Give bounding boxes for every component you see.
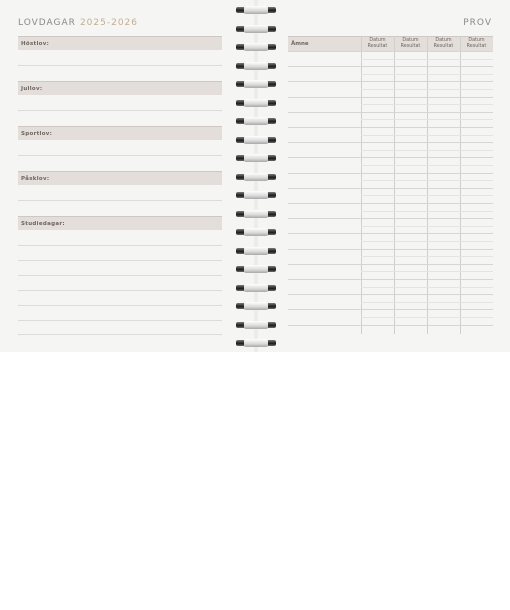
spiral-coil — [236, 227, 276, 237]
table-subrow-line — [361, 256, 493, 257]
table-subrow-line — [361, 89, 493, 90]
table-row-line — [288, 249, 493, 250]
table-row-line — [288, 294, 493, 295]
table-subrow-line — [361, 226, 493, 227]
left-title-text: LOVDAGAR — [18, 18, 76, 28]
subject-column-header: Ämne — [291, 41, 309, 47]
spiral-coil — [236, 5, 276, 15]
table-row-line — [288, 173, 493, 174]
writing-line — [18, 334, 222, 335]
result-label: Resultat — [367, 44, 388, 49]
table-row-line — [288, 97, 493, 98]
table-subrow-line — [361, 211, 493, 212]
spiral-coil — [236, 79, 276, 89]
table-row-line — [288, 233, 493, 234]
writing-line — [18, 200, 222, 201]
left-page — [0, 0, 236, 352]
spiral-coil — [236, 264, 276, 274]
table-subrow-line — [361, 135, 493, 136]
writing-line — [18, 155, 222, 156]
spiral-binding — [236, 0, 276, 352]
left-page-title — [18, 18, 138, 28]
spiral-coil — [236, 172, 276, 182]
spiral-coil — [236, 135, 276, 145]
table-row-line — [288, 279, 493, 280]
spiral-coil — [236, 24, 276, 34]
table-row-line — [288, 157, 493, 158]
section-sportlov-header: Sportlov: — [18, 126, 222, 140]
table-subrow-line — [361, 195, 493, 196]
table-subrow-line — [361, 180, 493, 181]
table-subrow-line — [361, 74, 493, 75]
result-label: Resultat — [400, 44, 421, 49]
date-result-header-3 — [427, 38, 460, 50]
date-label: Datum — [402, 38, 419, 43]
table-subrow-line — [361, 302, 493, 303]
section-pasklov-header: Påsklov: — [18, 171, 222, 185]
date-label: Datum — [369, 38, 386, 43]
spiral-coil — [236, 338, 276, 348]
writing-line — [18, 260, 222, 261]
writing-line — [18, 305, 222, 306]
spiral-coil — [236, 98, 276, 108]
table-row-line — [288, 66, 493, 67]
section-hostlov-header: Höstlov: — [18, 36, 222, 50]
table-subrow-line — [361, 59, 493, 60]
spiral-coil — [236, 283, 276, 293]
spiral-coil — [236, 246, 276, 256]
table-subrow-line — [361, 317, 493, 318]
table-row-line — [288, 81, 493, 82]
table-row-line — [288, 203, 493, 204]
table-subrow-line — [361, 241, 493, 242]
result-label: Resultat — [466, 44, 487, 49]
result-label: Resultat — [433, 44, 454, 49]
table-subrow-line — [361, 150, 493, 151]
table-row-line — [288, 142, 493, 143]
exam-table-header — [288, 36, 493, 51]
writing-line — [18, 110, 222, 111]
writing-line — [18, 65, 222, 66]
table-row-line — [288, 325, 493, 326]
table-row-line — [288, 309, 493, 310]
writing-line — [18, 320, 222, 321]
table-subrow-line — [361, 119, 493, 120]
spiral-coil — [236, 116, 276, 126]
table-subrow-line — [361, 104, 493, 105]
table-row-line — [288, 127, 493, 128]
table-row-line — [288, 188, 493, 189]
left-title-year: 2025-2026 — [79, 18, 138, 28]
spiral-coil — [236, 301, 276, 311]
table-subrow-line — [361, 271, 493, 272]
writing-line — [18, 275, 222, 276]
table-subrow-line — [361, 287, 493, 288]
table-row-line — [288, 51, 493, 52]
date-result-header-1 — [361, 38, 394, 50]
table-row-line — [288, 218, 493, 219]
section-studiedagar-header: Studiedagar: — [18, 216, 222, 230]
right-page — [276, 0, 510, 352]
writing-line — [18, 245, 222, 246]
date-result-header-4 — [460, 38, 493, 50]
date-result-header-2 — [394, 38, 427, 50]
table-row-line — [288, 264, 493, 265]
table-row-line — [288, 112, 493, 113]
spiral-coil — [236, 190, 276, 200]
spiral-coil — [236, 320, 276, 330]
spiral-coil — [236, 61, 276, 71]
table-subrow-line — [361, 165, 493, 166]
spiral-coil — [236, 42, 276, 52]
spiral-coil — [236, 153, 276, 163]
right-page-title: PROV — [463, 18, 492, 28]
spiral-coil — [236, 209, 276, 219]
date-label: Datum — [435, 38, 452, 43]
date-label: Datum — [468, 38, 485, 43]
writing-line — [18, 290, 222, 291]
section-jullov-header: Jullov: — [18, 81, 222, 95]
